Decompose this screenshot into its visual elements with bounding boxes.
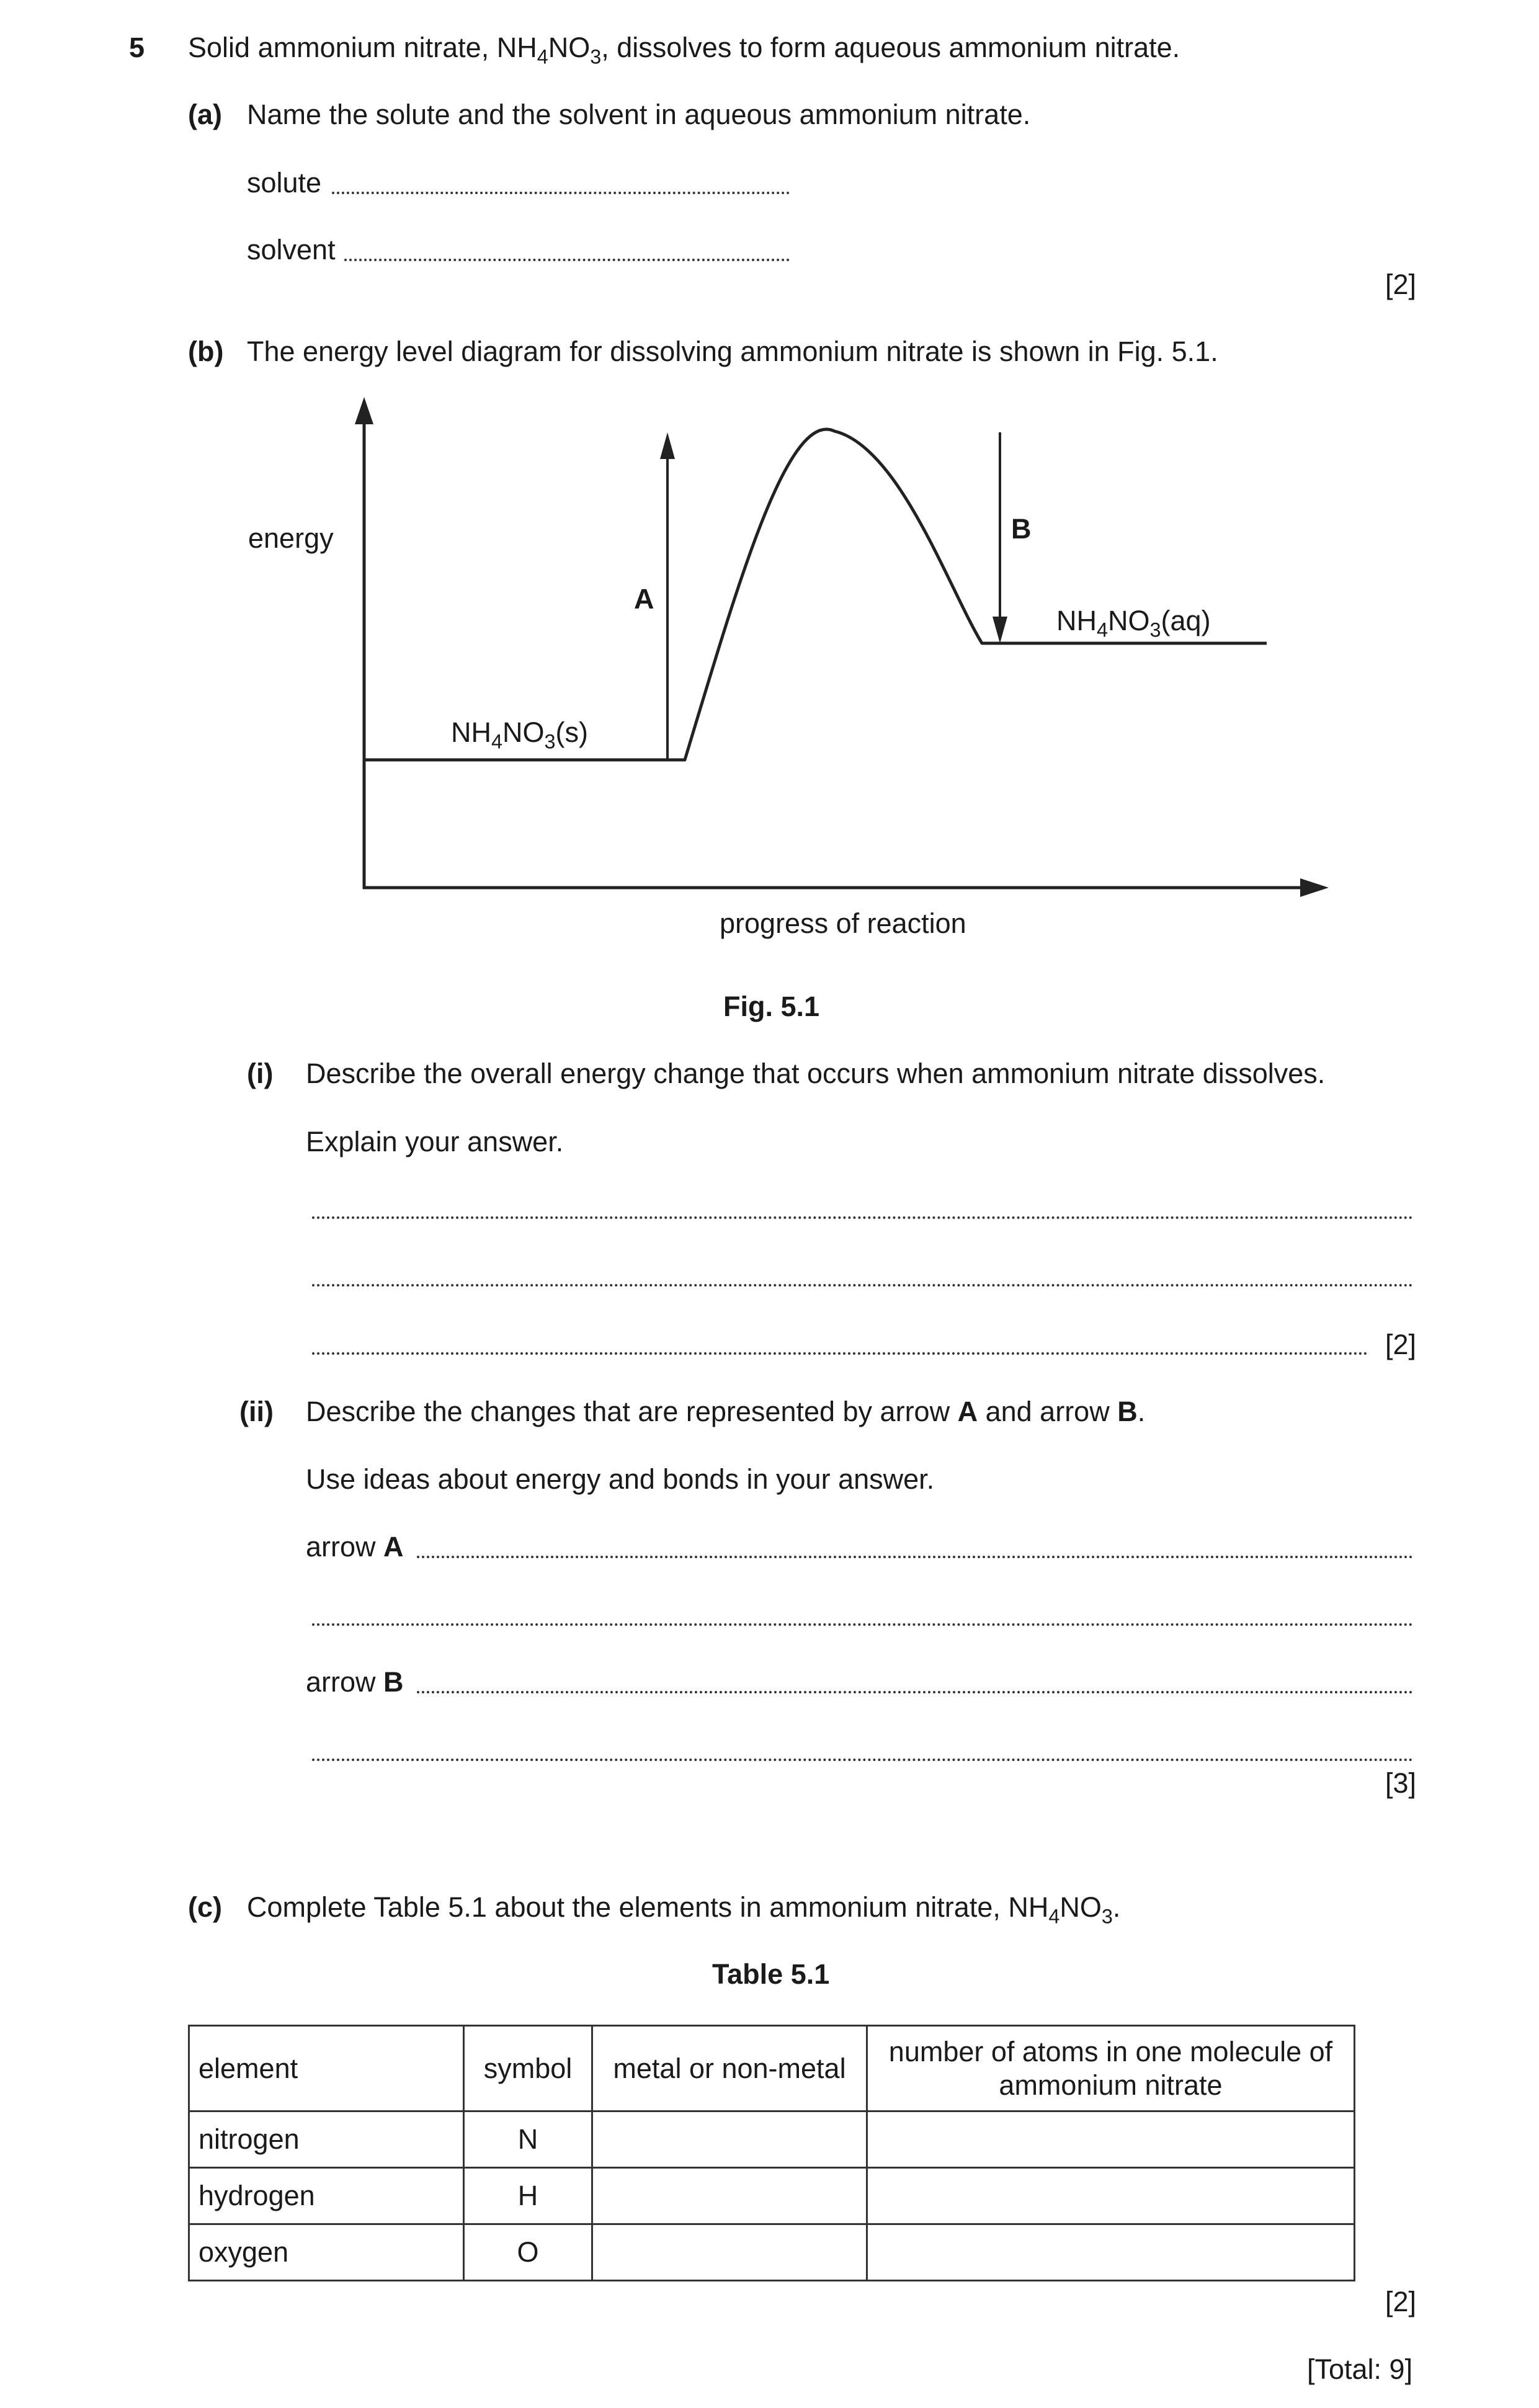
- energy-axis-label: energy: [248, 522, 334, 554]
- part-c-text: Complete Table 5.1 about the elements in ammonium nitrate, $NH_4NO_3$.: [247, 1891, 1121, 1928]
- energy-axis-arrowhead: [355, 397, 373, 424]
- part-b-i-marks: [2]: [1385, 1329, 1417, 1360]
- arrow-a-answer-label: arrow A: [306, 1531, 404, 1563]
- reactant-label: $NH_4NO_3(s)$: [451, 716, 589, 753]
- cell-metal-input[interactable]: [592, 2224, 867, 2281]
- part-c-label: (c): [188, 1891, 222, 1923]
- part-a-marks: [2]: [1385, 269, 1417, 300]
- cell-atoms-input[interactable]: [867, 2168, 1355, 2224]
- part-c-marks: [2]: [1385, 2286, 1417, 2317]
- table-row: [189, 2168, 1355, 2224]
- question-number: 5: [129, 32, 145, 63]
- cell-symbol: H: [464, 2168, 592, 2224]
- part-b-ii-text2: Use ideas about energy and bonds in your answer.: [306, 1463, 935, 1495]
- part-b-i-text: Describe the overall energy change that occurs when ammonium nitrate dissolves.: [306, 1058, 1326, 1089]
- answer-line-i-3[interactable]: [312, 1352, 1368, 1355]
- part-b-i-label: (i): [247, 1058, 274, 1089]
- solvent-label: solvent: [247, 234, 336, 265]
- answer-line-i-1[interactable]: [312, 1216, 1413, 1219]
- cell-element: oxygen: [189, 2224, 464, 2281]
- header-atoms: number of atoms in one molecule of ammonium nitrate: [867, 2026, 1355, 2111]
- part-b-ii-text: Describe the changes that are represented by arrow A and arrow B.: [306, 1396, 1146, 1427]
- part-b-text: The energy level diagram for dissolving ammonium nitrate is shown in Fig. 5.1.: [247, 336, 1218, 367]
- header-metal: metal or non-metal: [592, 2026, 867, 2111]
- arrow-b-label: B: [1011, 513, 1032, 545]
- product-label: $NH_4NO_3(aq)$: [1056, 605, 1211, 641]
- answer-line-arrow-b-2[interactable]: [312, 1759, 1413, 1761]
- header-element: element: [189, 2026, 464, 2111]
- part-b-ii-label: (ii): [239, 1396, 274, 1427]
- cell-element: hydrogen: [189, 2168, 464, 2224]
- cell-element: nitrogen: [189, 2111, 464, 2168]
- table-header-row: [189, 2026, 1355, 2111]
- progress-axis-arrowhead: [1300, 878, 1329, 897]
- cell-atoms-input[interactable]: [867, 2224, 1355, 2281]
- figure-caption: Fig. 5.1: [723, 991, 820, 1022]
- arrow-b-head: [993, 617, 1007, 643]
- arrow-a-label: A: [634, 583, 654, 615]
- part-b-i-text2: Explain your answer.: [306, 1126, 564, 1157]
- cell-metal-input[interactable]: [592, 2168, 867, 2224]
- table-title: Table 5.1: [712, 1958, 830, 1990]
- cell-symbol: N: [464, 2111, 592, 2168]
- part-b-label: (b): [188, 336, 224, 367]
- header-symbol: symbol: [464, 2026, 592, 2111]
- cell-metal-input[interactable]: [592, 2111, 867, 2168]
- answer-line-arrow-a-1[interactable]: [417, 1556, 1413, 1558]
- total-marks: [Total: 9]: [1307, 2353, 1413, 2385]
- part-a-text: Name the solute and the solvent in aqueous ammonium nitrate.: [247, 99, 1031, 130]
- part-b-ii-marks: [3]: [1385, 1767, 1417, 1799]
- table-row: [189, 2111, 1355, 2168]
- part-a-label: (a): [188, 99, 222, 130]
- cell-atoms-input[interactable]: [867, 2111, 1355, 2168]
- table-row: [189, 2224, 1355, 2281]
- answer-line-i-2[interactable]: [312, 1284, 1413, 1286]
- arrow-a-head: [660, 432, 675, 459]
- progress-axis-label: progress of reaction: [720, 907, 966, 939]
- solute-label: solute: [247, 167, 322, 198]
- answer-line-arrow-a-2[interactable]: [312, 1623, 1413, 1626]
- cell-symbol: O: [464, 2224, 592, 2281]
- answer-line-arrow-b-1[interactable]: [417, 1691, 1413, 1693]
- arrow-b-answer-label: arrow B: [306, 1666, 404, 1698]
- elements-table: [188, 2025, 1355, 2281]
- energy-level-diagram: [0, 0, 1539, 968]
- question-intro: Solid ammonium nitrate, $NH_4NO_3$, dissolves to form aqueous ammonium nitrate.: [188, 32, 1180, 68]
- energy-profile-curve: [364, 429, 1267, 760]
